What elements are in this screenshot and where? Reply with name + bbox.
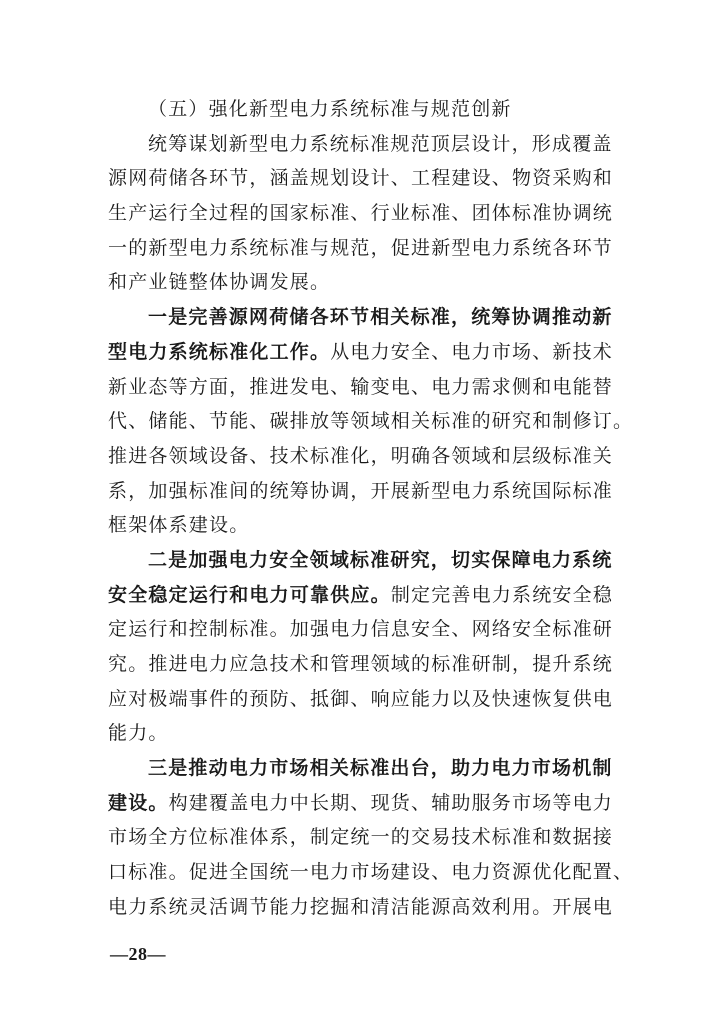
item1-line: 框架体系建设。 [108, 514, 250, 537]
intro-line: 一的新型电力系统标准与规范，促进新型电力系统各环节 [108, 236, 614, 259]
item1-line [108, 335, 618, 370]
item2-text: 制定完善电力系统安全稳 [390, 583, 614, 606]
item3-line [108, 751, 618, 786]
item2-line: 能力。 [108, 722, 169, 745]
item3-bold-title: 三是推动电力市场相关标准出台，助力电力市场机制 [148, 757, 613, 780]
page-number: —28— [110, 944, 166, 964]
intro-line: 源网荷储各环节，涵盖规划设计、工程建设、物资采购和 [108, 167, 614, 190]
item1-bold-title: 一是完善源网荷储各环节相关标准，统筹协调推动新 [148, 306, 613, 329]
item3-line: 电力系统灵活调节能力挖掘和清洁能源高效利用。开展电 [108, 895, 614, 918]
item2-line: 应对极端事件的预防、抵御、响应能力以及快速恢复供电 [108, 687, 614, 710]
item2-bold-title-cont: 安全稳定运行和电力可靠供应。 [108, 583, 391, 606]
intro-line: 和产业链整体协调发展。 [108, 271, 331, 294]
item1-line: 推进各领域设备、技术标准化，明确各领域和层级标准关 [108, 444, 614, 467]
item2-bold-title: 二是加强电力安全领域标准研究，切实保障电力系统 [148, 548, 613, 571]
document-body [108, 92, 634, 925]
item1-bold-title-cont: 型电力系统标准化工作。 [108, 340, 331, 363]
section-heading: （五）强化新型电力系统标准与规范创新 [148, 98, 512, 120]
item3-text: 构建覆盖电力中长期、现货、辅助服务市场等电力 [168, 791, 614, 814]
item3-line: 口标准。促进全国统一电力市场建设、电力资源优化配置、 [108, 861, 634, 884]
item3-line: 市场全方位标准体系，制定统一的交易技术标准和数据接 [108, 826, 614, 849]
item1-text: 从电力安全、电力市场、新技术 [330, 340, 614, 363]
item1-line [108, 300, 618, 335]
intro-line: 生产运行全过程的国家标准、行业标准、团体标准协调统 [108, 202, 614, 225]
intro-line: 统筹谋划新型电力系统标准规范顶层设计，形成覆盖 [148, 132, 613, 155]
item2-line [108, 578, 618, 613]
item3-bold-title-cont: 建设。 [108, 791, 169, 814]
item3-line [108, 786, 618, 821]
item2-line: 定运行和控制标准。加强电力信息安全、网络安全标准研 [108, 618, 614, 641]
item1-line: 系，加强标准间的统筹协调，开展新型电力系统国际标准 [108, 479, 614, 502]
item2-line: 究。推进电力应急技术和管理领域的标准研制，提升系统 [108, 653, 614, 675]
item2-line [108, 543, 618, 578]
item1-line: 代、储能、节能、碳排放等领域相关标准的研究和制修订。 [108, 410, 634, 433]
item1-line: 新业态等方面，推进发电、输变电、电力需求侧和电能替 [108, 375, 614, 398]
